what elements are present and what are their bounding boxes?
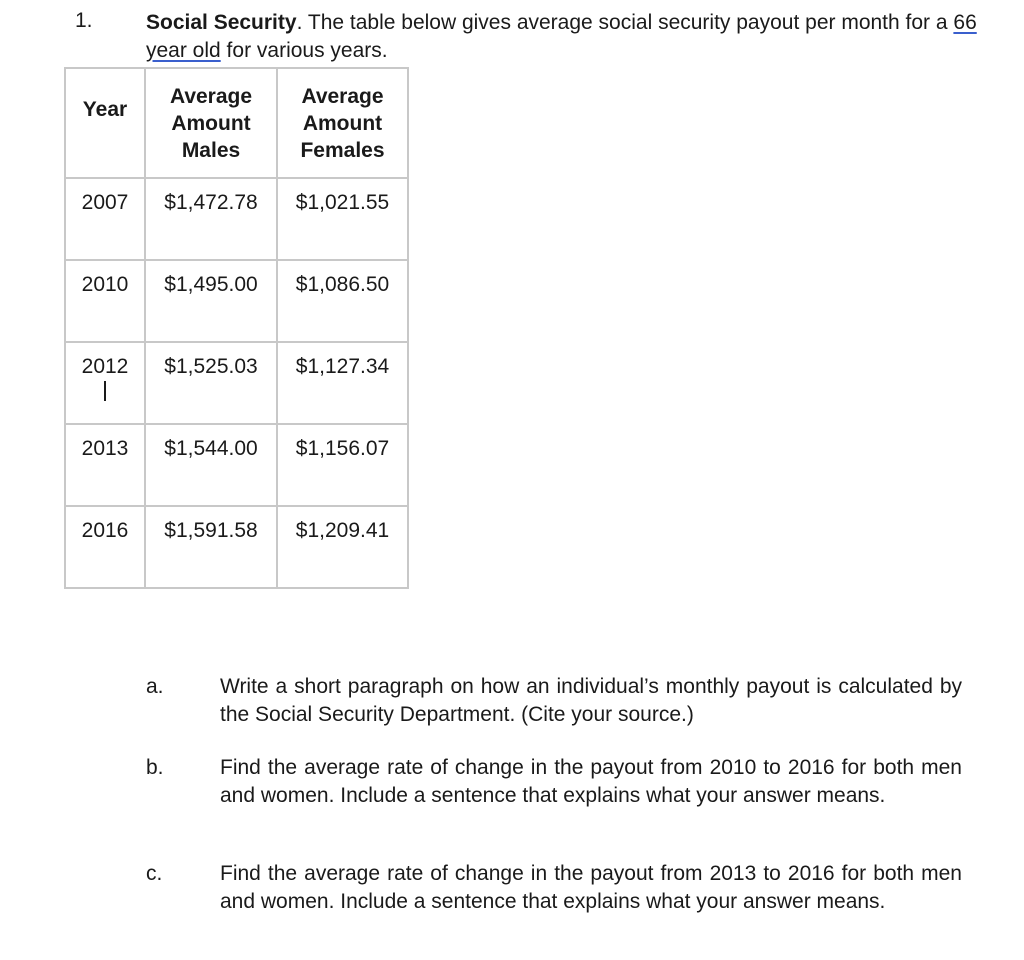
intro-text-1: . The table below gives average social security payout per month for a — [296, 11, 954, 34]
question-letter: a. — [146, 675, 164, 698]
cell-females: $1,209.41 — [277, 506, 408, 588]
problem-number: 1. — [75, 9, 93, 32]
cell-year: 2007 — [65, 178, 145, 260]
header-year: Year — [65, 68, 145, 178]
table-row — [65, 178, 408, 260]
question-letter: b. — [146, 756, 164, 779]
table-row — [65, 506, 408, 588]
cell-year: 2012 — [81, 355, 129, 378]
cell-year-with-cursor — [65, 342, 145, 424]
payout-table — [64, 67, 409, 589]
text-cursor — [104, 381, 106, 401]
question-text: Write a short paragraph on how an individual’s monthly payout is calculated by the Social Security Department. (Cite your source.) — [220, 675, 962, 726]
intro-text-2: for various years. — [220, 39, 388, 62]
problem-intro — [146, 9, 986, 65]
cell-females: $1,021.55 — [277, 178, 408, 260]
cell-year: 2010 — [65, 260, 145, 342]
table-row — [65, 424, 408, 506]
header-males: Average Amount Males — [145, 68, 277, 178]
cell-males: $1,472.78 — [145, 178, 277, 260]
cell-males: $1,591.58 — [145, 506, 277, 588]
intro-underlined-phrase: 66 year old — [146, 11, 977, 62]
cell-year: 2013 — [65, 424, 145, 506]
cell-males: $1,495.00 — [145, 260, 277, 342]
cell-females: $1,127.34 — [277, 342, 408, 424]
question-text: Find the average rate of change in the payout from 2013 to 2016 for both men and women. Include a sentence that explains what your answer means. — [220, 862, 962, 913]
question-letter: c. — [146, 862, 163, 885]
table-row — [65, 260, 408, 342]
problem-title: Social Security — [146, 11, 297, 34]
cell-females: $1,156.07 — [277, 424, 408, 506]
cell-year: 2016 — [65, 506, 145, 588]
question-text: Find the average rate of change in the payout from 2010 to 2016 for both men and women. Include a sentence that explains what your answer means. — [220, 756, 962, 807]
table-header-row — [65, 68, 408, 178]
header-females: Average Amount Females — [277, 68, 408, 178]
cell-males: $1,544.00 — [145, 424, 277, 506]
table-row — [65, 342, 408, 424]
cell-males: $1,525.03 — [145, 342, 277, 424]
cell-females: $1,086.50 — [277, 260, 408, 342]
